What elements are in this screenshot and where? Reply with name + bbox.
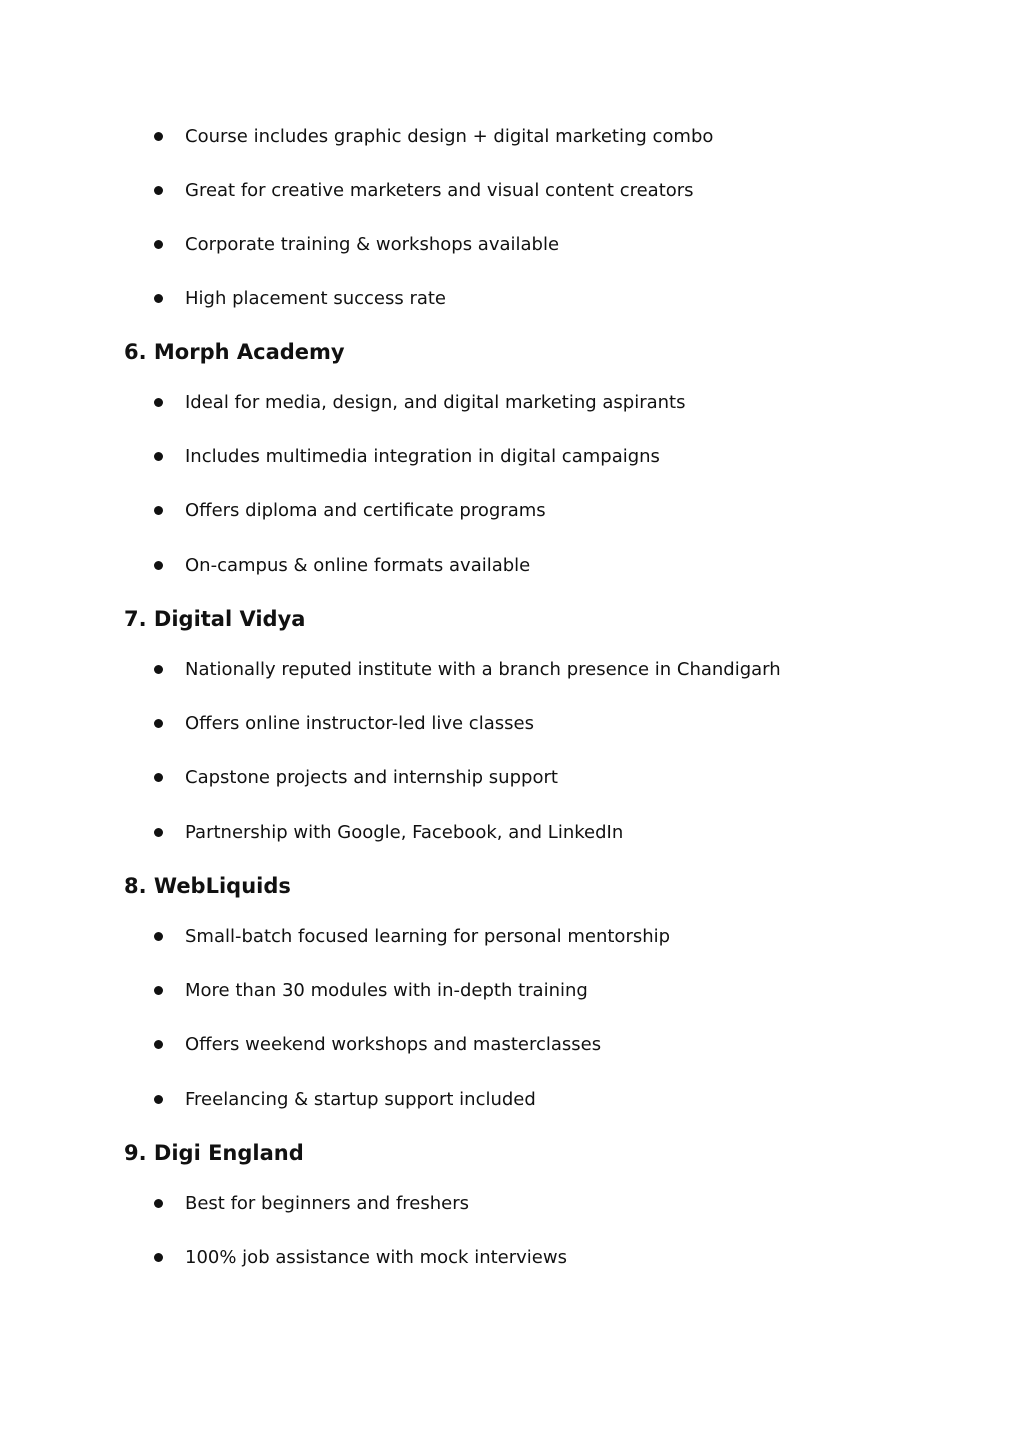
list-item: [154, 388, 686, 416]
bullet-dot-icon: [154, 506, 163, 515]
list-item: [154, 1085, 536, 1113]
list-item-text: Freelancing & startup support included: [185, 1088, 536, 1110]
list-item: [154, 122, 713, 150]
section-heading: 8. WebLiquids: [124, 874, 291, 898]
section-heading: 6. Morph Academy: [124, 340, 345, 364]
bullet-dot-icon: [154, 186, 163, 195]
bullet-dot-icon: [154, 294, 163, 303]
list-item-text: Small-batch focused learning for personal mentorship: [185, 925, 671, 947]
list-item: [154, 284, 446, 312]
list-item: [154, 496, 546, 524]
list-item: [154, 551, 530, 579]
bullet-dot-icon: [154, 452, 163, 461]
list-item: [154, 176, 694, 204]
list-item: [154, 655, 781, 683]
bullet-dot-icon: [154, 1040, 163, 1049]
bullet-dot-icon: [154, 665, 163, 674]
list-item: [154, 922, 670, 950]
list-item-text: Corporate training & workshops available: [185, 233, 560, 255]
bullet-dot-icon: [154, 773, 163, 782]
list-item-text: Includes multimedia integration in digital campaigns: [185, 445, 660, 467]
list-item: [154, 230, 559, 258]
list-item: [154, 442, 660, 470]
bullet-dot-icon: [154, 561, 163, 570]
bullet-dot-icon: [154, 398, 163, 407]
list-item-text: Best for beginners and freshers: [185, 1192, 470, 1214]
list-item-text: Offers online instructor-led live classes: [185, 712, 534, 734]
list-item-text: Offers diploma and certificate programs: [185, 499, 546, 521]
list-item: [154, 818, 623, 846]
list-item: [154, 763, 558, 791]
section-heading: 9. Digi England: [124, 1141, 304, 1165]
bullet-dot-icon: [154, 828, 163, 837]
list-item: [154, 709, 534, 737]
bullet-dot-icon: [154, 132, 163, 141]
section-heading: 7. Digital Vidya: [124, 607, 306, 631]
list-item-text: More than 30 modules with in-depth training: [185, 979, 588, 1001]
bullet-dot-icon: [154, 719, 163, 728]
bullet-dot-icon: [154, 1253, 163, 1262]
bullet-dot-icon: [154, 240, 163, 249]
list-item: [154, 1189, 469, 1217]
list-item: [154, 1030, 601, 1058]
list-item-text: Offers weekend workshops and masterclasses: [185, 1033, 602, 1055]
list-item-text: Nationally reputed institute with a branch presence in Chandigarh: [185, 658, 781, 680]
list-item-text: Partnership with Google, Facebook, and LinkedIn: [185, 821, 624, 843]
bullet-dot-icon: [154, 932, 163, 941]
list-item: [154, 1243, 567, 1271]
list-item-text: On-campus & online formats available: [185, 554, 531, 576]
list-item-text: Great for creative marketers and visual content creators: [185, 179, 694, 201]
list-item-text: Ideal for media, design, and digital marketing aspirants: [185, 391, 686, 413]
list-item-text: Course includes graphic design + digital marketing combo: [185, 125, 714, 147]
list-item-text: 100% job assistance with mock interviews: [185, 1246, 567, 1268]
list-item-text: High placement success rate: [185, 287, 447, 309]
list-item-text: Capstone projects and internship support: [185, 766, 558, 788]
bullet-dot-icon: [154, 1095, 163, 1104]
list-item: [154, 976, 588, 1004]
bullet-dot-icon: [154, 1199, 163, 1208]
bullet-dot-icon: [154, 986, 163, 995]
